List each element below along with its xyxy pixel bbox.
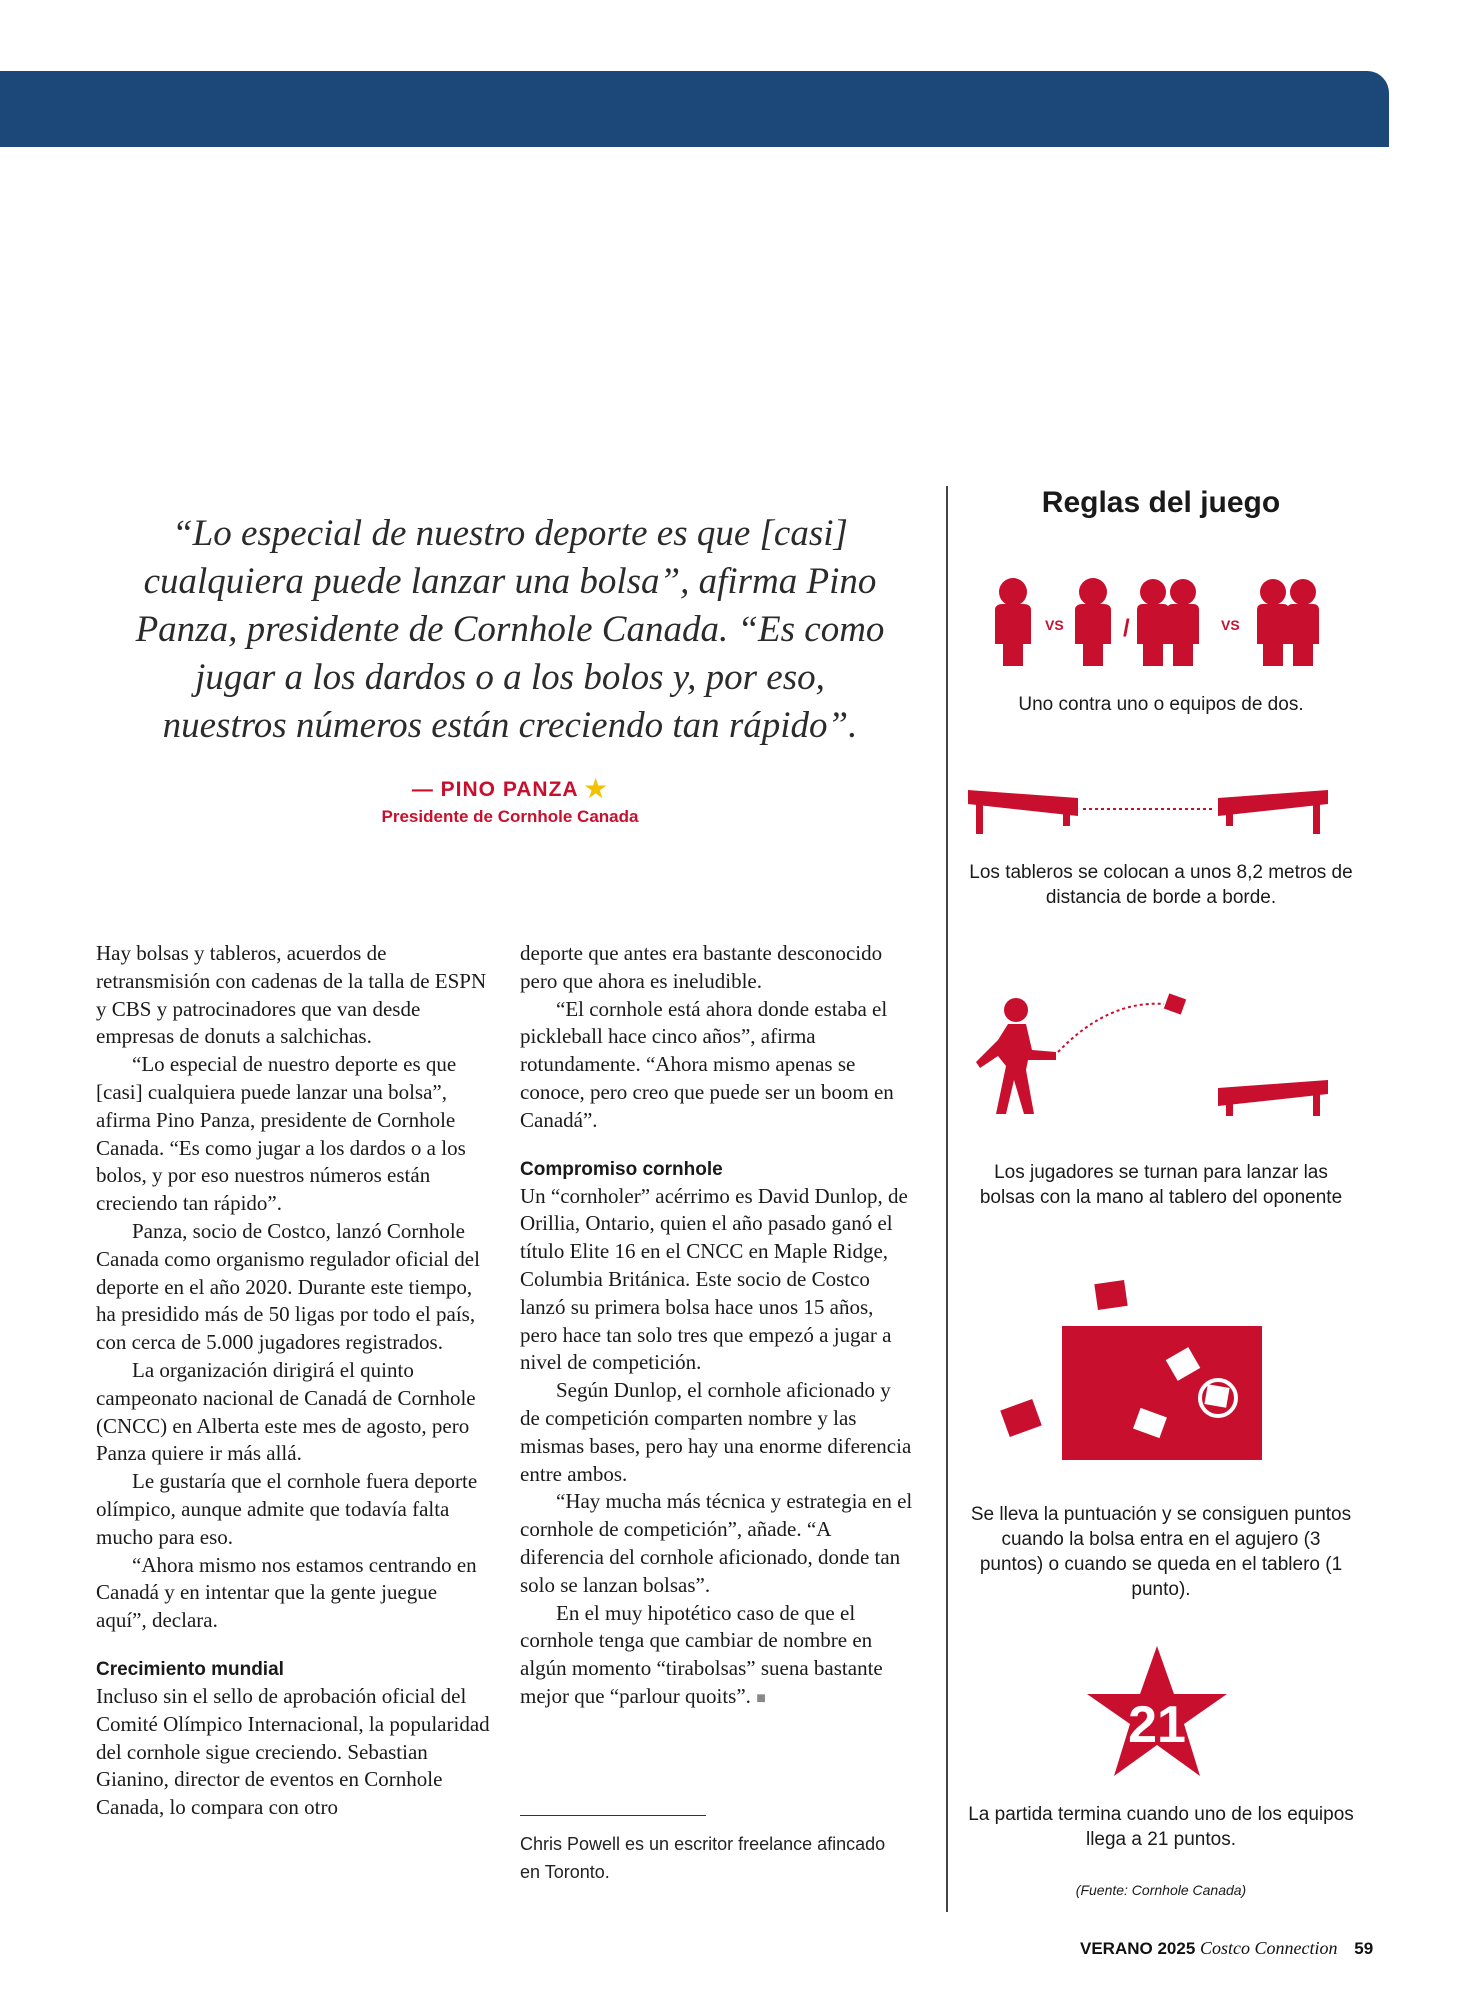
caption-scoring: Se lleva la puntuación y se consiguen puntos cuando la bolsa entra en el agujero (3 puntos) o cuando se queda en el tablero (1 punto). bbox=[970, 1504, 1352, 1600]
paragraph: “El cornhole está ahora donde estaba el pickleball hace cinco años”, afirma rotundamente. “Ahora mismo apenas se conoce, pero creo que puede ser un boom en Canadá”. bbox=[520, 996, 894, 1132]
caption-turns: Los jugadores se turnan para lanzar las bolsas con la mano al tablero del oponente bbox=[979, 1162, 1343, 1208]
page-number: 59 bbox=[1354, 1939, 1374, 1958]
bio-divider bbox=[520, 1815, 706, 1816]
paragraph: Incluso sin el sello de aprobación oficial del Comité Olímpico Internacional, la popularidad del cornhole sigue creciendo. Sebastian Gianino, director de eventos en Cornhole Canada, lo compara con otro bbox=[96, 1683, 490, 1820]
source-note: (Fuente: Cornhole Canada) bbox=[1075, 1882, 1247, 1898]
paragraph-text: En el muy hipotético caso de que el cornhole tenga que cambiar de nombre en algún momento “tirabolsas” suena bastante mejor que “parlour quoits”. bbox=[520, 1600, 883, 1708]
paragraph: Un “cornholer” acérrimo es David Dunlop, de Orillia, Ontario, quien el año pasado ganó el título Elite 16 en el CNCC en Maple Ridge, Columbia Británica. Este socio de Costco lanzó su primera bolsa hace unos 15 años, pero hace tan solo tres que empezó a jugar a nivel de competición. bbox=[520, 1183, 908, 1375]
slash-label: / bbox=[1123, 615, 1130, 642]
players-vs-icon bbox=[985, 570, 1335, 670]
paragraph: “Hay mucha más técnica y estrategia en el cornhole de competición”, añade. “A diferencia del cornhole aficionado, donde tan solo se lanzan bolsas”. bbox=[520, 1489, 913, 1597]
caption-distance: Los tableros se colocan a unos 8,2 metros de distancia de borde a borde. bbox=[969, 862, 1353, 908]
star-icon: ★ bbox=[583, 773, 609, 804]
subheading-compromiso: Compromiso cornhole bbox=[520, 1158, 723, 1180]
vs-label: VS bbox=[1221, 617, 1240, 633]
paragraph: Panza, socio de Costco, lanzó Cornhole Canada como organismo regulador oficial del deporte en el año 2020. Durante este tiempo, ha presidido más de 50 ligas por todo el país, con cerca de 5.000 jugadores registrados. bbox=[96, 1218, 480, 1355]
player-throwing-icon bbox=[968, 990, 1328, 1120]
caption-teams: Uno contra uno o equipos de dos. bbox=[1018, 694, 1304, 715]
subheading-crecimiento: Crecimiento mundial bbox=[96, 1658, 284, 1680]
star-21-icon bbox=[1082, 1644, 1232, 1784]
paragraph: La organización dirigirá el quinto campeonato nacional de Canadá de Cornhole (CNCC) en Alberta este mes de agosto, pero Panza quiere ir más allá. bbox=[96, 1357, 476, 1466]
pull-quote: “Lo especial de nuestro deporte es que [casi] cualquiera puede lanzar una bolsa”, afirma Pino Panza, presidente de Cornhole Canada. “Es como jugar a los dardos o a los bolos y, por eso, nuestros números están creciendo tan rápido”. bbox=[135, 513, 885, 746]
score-21-label: 21 bbox=[1128, 1696, 1186, 1754]
paragraph: “Ahora mismo nos estamos centrando en Canadá y en intentar que la gente juegue aquí”, declara. bbox=[96, 1552, 477, 1633]
article-column-1 bbox=[96, 940, 491, 1822]
page-footer bbox=[1080, 1938, 1410, 1959]
sidebar-title: Reglas del juego bbox=[1041, 486, 1281, 519]
issue-season: VERANO 2025 bbox=[1080, 1939, 1196, 1958]
quote-author-role: Presidente de Cornhole Canada bbox=[381, 807, 639, 826]
caption-win: La partida termina cuando uno de los equipos llega a 21 puntos. bbox=[968, 1804, 1354, 1850]
column-divider bbox=[946, 486, 948, 1912]
author-bio: Chris Powell es un escritor freelance afincado en Toronto. bbox=[520, 1834, 886, 1882]
boards-distance-icon bbox=[968, 780, 1328, 840]
header-bar bbox=[0, 71, 1389, 147]
quote-attribution bbox=[300, 772, 720, 827]
paragraph: Le gustaría que el cornhole fuera deporte olímpico, aunque admite que todavía falta mucho para eso. bbox=[96, 1469, 478, 1549]
paragraph: Según Dunlop, el cornhole aficionado y de competición comparten nombre y las mismas bases, pero hay una enorme diferencia entre ambos. bbox=[520, 1378, 912, 1486]
vs-label: VS bbox=[1045, 617, 1064, 633]
quote-author: — PINO PANZA bbox=[411, 778, 579, 801]
board-scoring-icon bbox=[1000, 1280, 1280, 1470]
magazine-name: Costco Connection bbox=[1200, 1938, 1338, 1958]
paragraph: “Lo especial de nuestro deporte es que [casi] cualquiera puede lanzar una bolsa”, afirma Pino Panza, presidente de Cornhole Canada. “Es como jugar a los dardos o a los bolos, y por eso nuestros números están creciendo tan rápido”. bbox=[96, 1052, 466, 1216]
paragraph-last bbox=[520, 1600, 915, 1713]
end-mark-icon: ■ bbox=[756, 1689, 766, 1707]
paragraph: Hay bolsas y tableros, acuerdos de retransmisión con cadenas de la talla de ESPN y CBS y patrocinadores que van desde empresas de donuts a salchichas. bbox=[96, 941, 487, 1049]
paragraph: deporte que antes era bastante desconocido pero que ahora es ineludible. bbox=[520, 941, 883, 993]
article-column-2 bbox=[520, 940, 915, 1713]
